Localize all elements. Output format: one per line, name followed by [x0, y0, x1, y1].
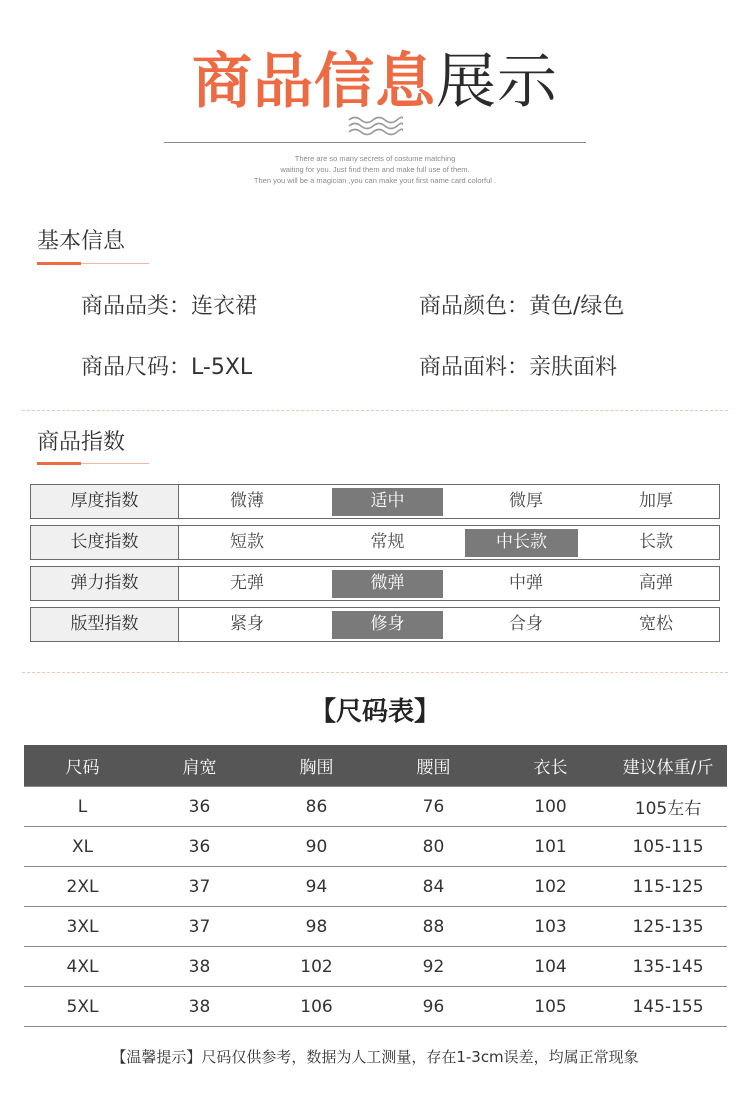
- table-cell: 86: [258, 787, 375, 827]
- index-accent-bar: [37, 462, 81, 465]
- info-color-value: 黄色/绿色: [529, 294, 625, 319]
- table-cell: 37: [141, 867, 258, 907]
- index-row-thickness: [30, 484, 720, 519]
- wave-divider-icon: [347, 114, 403, 138]
- page-title: [0, 44, 750, 120]
- index-option: 短款: [230, 532, 264, 552]
- info-fabric-label: 商品面料：: [419, 355, 530, 380]
- index-label: 弹力指数: [31, 567, 179, 600]
- column-header: 尺码: [24, 745, 141, 787]
- table-row: [24, 867, 727, 907]
- index-option: 长款: [639, 532, 673, 552]
- index-option-selected: 修身: [370, 614, 405, 634]
- info-size-value: L-5XL: [191, 355, 253, 380]
- table-cell: 3XL: [24, 907, 141, 947]
- table-cell: 101: [492, 827, 609, 867]
- table-cell: 106: [258, 987, 375, 1027]
- index-option: 中弹: [509, 573, 543, 593]
- table-cell: 36: [141, 787, 258, 827]
- page-title-rest: 展示: [436, 47, 558, 117]
- index-row-fit: [30, 607, 720, 642]
- table-cell: 36: [141, 827, 258, 867]
- table-cell: 96: [375, 987, 492, 1027]
- table-row: [24, 827, 727, 867]
- table-cell: 145-155: [609, 987, 727, 1027]
- info-category-label: 商品品类：: [81, 294, 192, 319]
- size-table-header-row: [24, 745, 727, 787]
- info-fabric-value: 亲肤面料: [529, 355, 618, 380]
- table-row: [24, 947, 727, 987]
- table-cell: 88: [375, 907, 492, 947]
- table-cell: 5XL: [24, 987, 141, 1027]
- index-option: 高弹: [639, 573, 673, 593]
- column-header: 衣长: [492, 745, 609, 787]
- index-option: 紧身: [230, 614, 264, 634]
- index-option: 合身: [509, 614, 543, 634]
- index-label: 版型指数: [31, 608, 179, 641]
- table-cell: 102: [258, 947, 375, 987]
- slogan-line: waiting for you. Just find them and make full use of them.: [280, 165, 470, 174]
- table-cell: L: [24, 787, 141, 827]
- page-title-accent: 商品信息: [192, 47, 436, 117]
- index-option: 微厚: [509, 491, 543, 511]
- table-cell: 135-145: [609, 947, 727, 987]
- section-divider: [22, 672, 728, 673]
- table-cell: 125-135: [609, 907, 727, 947]
- table-cell: 98: [258, 907, 375, 947]
- info-color-label: 商品颜色：: [419, 294, 530, 319]
- table-cell: 105左右: [609, 787, 727, 827]
- info-size: [81, 353, 252, 383]
- table-cell: 115-125: [609, 867, 727, 907]
- info-size-label: 商品尺码：: [81, 355, 192, 380]
- index-row-length: [30, 525, 720, 560]
- index-option: 加厚: [639, 491, 673, 511]
- index-option: 微薄: [230, 491, 264, 511]
- header-divider: [164, 142, 586, 143]
- table-cell: 90: [258, 827, 375, 867]
- slogan-line: There are so many secrets of costume matching: [294, 154, 456, 163]
- size-table: [24, 745, 727, 1027]
- column-header: 建议体重/斤: [609, 745, 727, 787]
- table-cell: 4XL: [24, 947, 141, 987]
- index-label: 长度指数: [31, 526, 179, 559]
- table-cell: 76: [375, 787, 492, 827]
- size-note: 【温馨提示】尺码仅供参考，数据为人工测量，存在1-3cm误差，均属正常现象: [111, 1048, 639, 1066]
- table-cell: 100: [492, 787, 609, 827]
- info-color: [419, 292, 624, 322]
- slogan: [0, 153, 750, 186]
- info-category-value: 连衣裙: [191, 294, 258, 319]
- index-option: 常规: [370, 532, 405, 552]
- basic-info-accent-bar: [37, 262, 81, 265]
- index-option-selected: 中长款: [496, 532, 547, 552]
- table-cell: 2XL: [24, 867, 141, 907]
- index-option-selected: 微弹: [370, 573, 405, 593]
- info-category: [81, 292, 257, 322]
- index-heading: 商品指数: [37, 430, 126, 455]
- table-cell: 102: [492, 867, 609, 907]
- table-row: [24, 987, 727, 1027]
- basic-info-heading: 基本信息: [37, 229, 126, 254]
- table-cell: 105: [492, 987, 609, 1027]
- table-cell: 105-115: [609, 827, 727, 867]
- table-cell: 94: [258, 867, 375, 907]
- info-fabric: [419, 353, 617, 383]
- table-cell: 37: [141, 907, 258, 947]
- table-row: [24, 787, 727, 827]
- index-row-elasticity: [30, 566, 720, 601]
- column-header: 肩宽: [141, 745, 258, 787]
- table-cell: 92: [375, 947, 492, 987]
- index-label: 厚度指数: [31, 485, 179, 518]
- table-cell: 104: [492, 947, 609, 987]
- table-cell: 80: [375, 827, 492, 867]
- table-cell: 84: [375, 867, 492, 907]
- table-cell: 103: [492, 907, 609, 947]
- column-header: 腰围: [375, 745, 492, 787]
- table-cell: XL: [24, 827, 141, 867]
- table-cell: 38: [141, 987, 258, 1027]
- size-table-title: 【尺码表】: [309, 697, 440, 727]
- index-option-selected: 适中: [370, 491, 405, 511]
- section-divider: [22, 410, 728, 411]
- column-header: 胸围: [258, 745, 375, 787]
- table-cell: 38: [141, 947, 258, 987]
- index-option: 无弹: [230, 573, 264, 593]
- table-row: [24, 907, 727, 947]
- slogan-line: Then you will be a magician ,you can make your first name card colorful .: [253, 176, 497, 185]
- index-option: 宽松: [639, 614, 673, 634]
